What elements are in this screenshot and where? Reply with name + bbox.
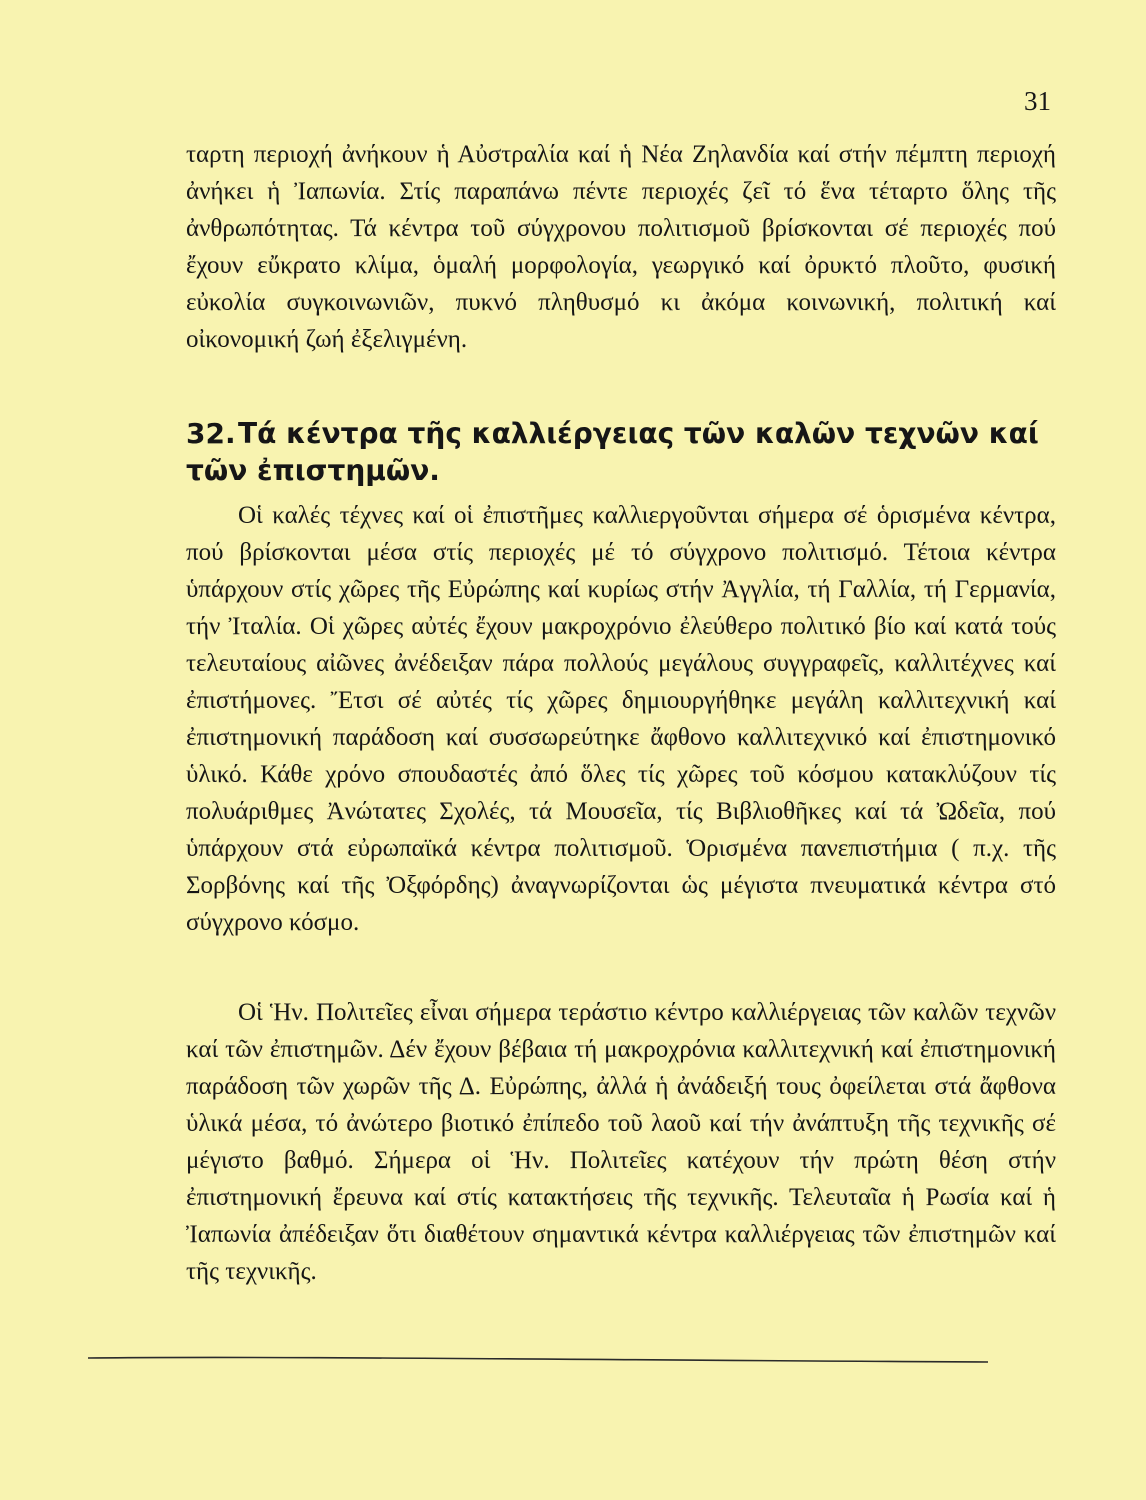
- section-title: Τά κέντρα τῆς καλλιέργειας τῶν καλῶν τεχνῶν καί τῶν ἐπιστημῶν.: [186, 417, 1039, 487]
- page-number: 31: [1024, 86, 1051, 116]
- paragraph-europe: Οἱ καλές τέχνες καί οἱ ἐπιστῆμες καλλιεργοῦνται σήμερα σέ ὁρισμένα κέντρα, πού βρίσκονται μέσα στίς περιοχές μέ τό σύγχρονο πολιτισμό. Τέτοια κέντρα ὑπάρχουν στίς χῶρες τῆς Εὐρώπης καί κυρίως στήν Ἀγγλία, τή Γαλλία, τή Γερμανία, τήν Ἰταλία. Οἱ χῶρες αὐτές ἔχουν μακροχρόνιο ἐλεύθερο πολιτικό βίο καί κατά τούς τελευταίους αἰῶνες ἀνέδειξαν πάρα πολλούς μεγάλους συγγραφεῖς, καλλιτέχνες καί ἐπιστήμονες. Ἔτσι σέ αὐτές τίς χῶρες δημιουργήθηκε μεγάλη καλλιτεχνική καί ἐπιστημονική παράδοση καί συσσωρεύτηκε ἄφθονο καλλιτεχνικό καί ἐπιστημονικό ὑλικό. Κάθε χρόνο σπουδαστές ἀπό ὅλες τίς χῶρες τοῦ κόσμου κατακλύζουν τίς πολυάριθμες Ἀνώτατες Σχολές, τά Μουσεῖα, τίς Βιβλιοθῆκες καί τά Ὠδεῖα, πού ὑπάρχουν στά εὐρωπαϊκά κέντρα πολιτισμοῦ. Ὁρισμένα πανεπιστήμια ( π.χ. τῆς Σορβόνης καί τῆς Ὀξφόρδης) ἀναγνωρίζονται ὡς μέγιστα πνευματικά κέντρα στό σύγχρονο κόσμο.: [186, 502, 1056, 936]
- section-number: 32.: [186, 417, 236, 450]
- paragraph-usa: Οἱ Ἡν. Πολιτεῖες εἶναι σήμερα τεράστιο κέντρο καλλιέργειας τῶν καλῶν τεχνῶν καί τῶν ἐπιστημῶν. Δέν ἔχουν βέβαια τή μακροχρόνια καλλιτεχνική καί ἐπιστημονική παράδοση τῶν χωρῶν τῆς Δ. Εὐρώπης, ἀλλά ἡ ἀνάδειξή τους ὀφείλεται στά ἄφθονα ὑλικά μέσα, τό ἀνώτερο βιοτικό ἐπίπεδο τοῦ λαοῦ καί τήν ἀνάπτυξη τῆς τεχνικῆς σέ μέγιστο βαθμό. Σήμερα οἱ Ἡν. Πολιτεῖες κατέχουν τήν πρώτη θέση στήν ἐπιστημονική ἔρευνα καί στίς κατακτήσεις τῆς τεχνικῆς. Τελευταῖα ἡ Ρωσία καί ἡ Ἰαπωνία ἀπέδειξαν ὅτι διαθέτουν σημαντικά κέντρα καλλιέργειας τῶν ἐπιστημῶν καί τῆς τεχνικῆς.: [186, 999, 1056, 1285]
- section-heading: [186, 415, 1056, 489]
- paragraph-intro: ταρτη περιοχή ἀνήκουν ἡ Αὐστραλία καί ἡ Νέα Ζηλανδία καί στήν πέμπτη περιοχή ἀνήκει ἡ Ἰαπωνία. Στίς παραπάνω πέντε περιοχές ζεῖ τό ἕνα τέταρτο ὅλης τῆς ἀνθρωπότητας. Τά κέντρα τοῦ σύγχρονου πολιτισμοῦ βρίσκονται σέ περιοχές πού ἔχουν εὔκρατο κλίμα, ὁμαλή μορφολογία, γεωργικό καί ὀρυκτό πλοῦτο, φυσική εὐκολία συγκοινωνιῶν, πυκνό πληθυσμό κι ἀκόμα κοινωνική, πολιτική καί οἰκονομική ζωή ἐξελιγμένη.: [186, 141, 1056, 353]
- footer-rule-line: [88, 1350, 988, 1372]
